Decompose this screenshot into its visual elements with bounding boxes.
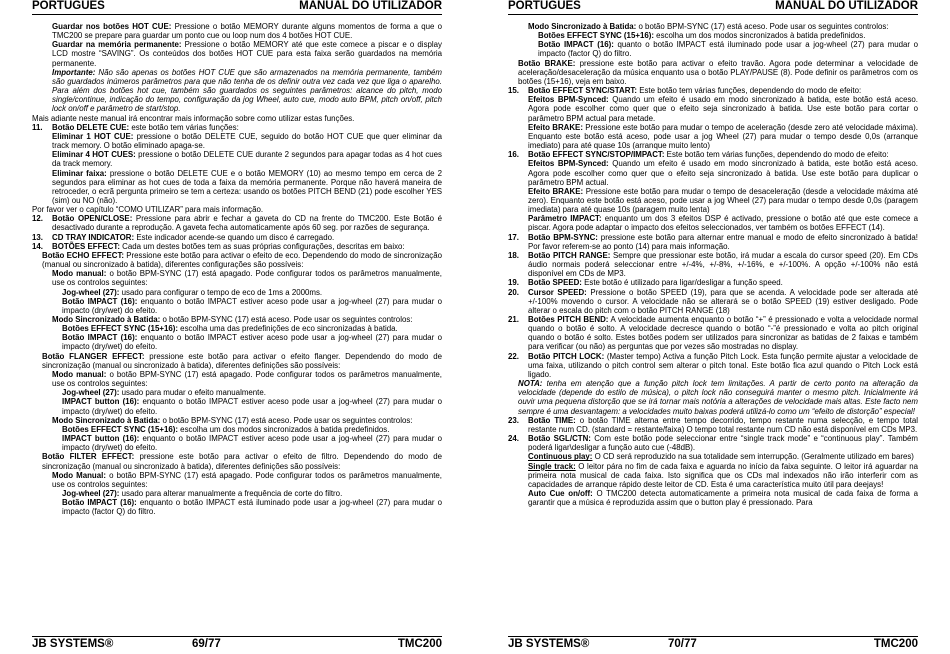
item-text: Este botão é utilizado para ligar/desligar a função speed. bbox=[581, 278, 783, 288]
item-text: pressione o botão DELETE CUE, seguido do botão HOT CUE que quer eliminar da track memory. O botão eliminado apaga-se. bbox=[52, 131, 442, 151]
item-text: Este botão tem várias funções, dependendo do modo de efeito: bbox=[664, 150, 889, 160]
item-text: o botão BPM-SYNC (17) está aceso. Pode usar os seguintes controlos: bbox=[636, 22, 889, 31]
item-heading: CD TRAY INDICATOR: bbox=[52, 232, 135, 242]
item-text: Com este botão pode seleccionar entre “single track mode” e “continuous play”. Também poderá ligar\desligar a função auto cue (-48dB). bbox=[528, 434, 918, 453]
item-heading: Botão IMPACT (16): bbox=[538, 40, 614, 50]
bullet-item bbox=[32, 269, 442, 287]
item-heading: NOTA: bbox=[518, 379, 543, 389]
item-heading: Parâmetro IMPACT: bbox=[528, 214, 602, 224]
bullet-item bbox=[32, 169, 442, 206]
item-heading: IMPACT button (16): bbox=[62, 434, 140, 444]
item-heading: Botão FLANGER EFFECT: bbox=[42, 351, 145, 361]
numbered-item bbox=[32, 214, 442, 232]
bullet-item bbox=[508, 22, 918, 31]
bullet-item bbox=[508, 95, 918, 122]
item-text: A velocidade aumenta enquanto o botão “+” é pressionado e volta a velocidade normal quando o botão é solto. A velocidade decresce quando o botão “-”é pressionado e volta ao pitch original quando o botão é solto. Estes botões podem ser utilizados para sincronizar as batidas de 2 faixas e também para verificar (ou não) as perguntas que por vezes são mostradas no display. bbox=[528, 315, 918, 352]
bullet-item bbox=[32, 315, 442, 324]
item-heading: Single track: bbox=[528, 461, 576, 471]
numbered-item bbox=[508, 86, 918, 95]
page-header bbox=[32, 0, 442, 15]
item-text: enquanto o botão IMPACT estiver aceso pode usar a jog-wheel (27) para mudar o impacto (dry/wet) do efeito. bbox=[62, 434, 442, 453]
bullet-item bbox=[508, 187, 918, 214]
numbered-item bbox=[32, 233, 442, 242]
item-heading: Botão SGL/CTN: bbox=[528, 434, 591, 444]
item-text: usado para mudar o efeito manualmente. bbox=[119, 388, 266, 398]
item-heading: IMPACT button (16): bbox=[62, 397, 140, 407]
item-text: enquanto o botão IMPACT estiver aceso pode usar a jog-wheel (27) para mudar o impacto (dry/wet) do efeito. bbox=[62, 296, 442, 315]
item-text: Pressione este botão para mudar o tempo de desaceleração (desde a velocidade máxima até zero). Enquanto este botão está aceso, pode usar a jog Wheel (27) para mudar o tempo desde 0,0s (paragem imediata) para até quase 10s (paragem muito lenta) bbox=[528, 186, 918, 215]
item-heading: Guardar nos botões HOT CUE: bbox=[52, 22, 172, 31]
item-number: 14. bbox=[32, 241, 43, 251]
header-title: MANUAL DO UTILIZADOR bbox=[775, 0, 918, 12]
item-text: enquanto o botão IMPACT estiver aceso pode usar a jog-wheel (27) para mudar o impacto (dry/wet) do efeito. bbox=[62, 397, 442, 416]
item-heading: Modo Sincronizado à Batida: bbox=[52, 315, 161, 324]
item-heading: Botão BPM-SYNC: bbox=[528, 232, 598, 242]
item-heading: Botão DELETE CUE: bbox=[52, 122, 130, 132]
item-number: 24. bbox=[508, 434, 519, 444]
numbered-item bbox=[508, 288, 918, 315]
item-text: Pressione o botão MEMORY durante alguns momentos de forma a que o TMC200 se prepare para guardar um ponto cue ou loop num dos 4 botões HOT CUE. bbox=[52, 22, 442, 41]
header-language: PORTUGUÊS bbox=[508, 0, 581, 12]
item-number: 16. bbox=[508, 150, 519, 160]
page-body-right bbox=[508, 22, 918, 632]
bullet-item bbox=[508, 489, 918, 507]
item-heading: Efeitos BPM-Synced: bbox=[528, 95, 609, 105]
item-text: enquanto um dos 3 efeitos DSP é activado, pressione o botão até que este comece a piscar. Agora pode adaptar o impacto dos efeitos seleccionados, ver também os botões EFFECT (14). bbox=[528, 214, 918, 233]
footer-brand: JB SYSTEMS® bbox=[32, 638, 114, 650]
item-text: O TMC200 detecta automaticamente a primeira nota musical de cada faixa de forma a garantir que a música é reproduzida assim que o button play é pressionado. Para bbox=[528, 488, 918, 508]
item-text: Este indicador acende-se quando um disco é carregado. bbox=[134, 232, 335, 242]
header-language: PORTUGUÊS bbox=[32, 0, 105, 12]
item-heading: Botão ECHO EFFECT: bbox=[42, 250, 125, 260]
item-heading: Efeito BRAKE: bbox=[528, 186, 584, 196]
numbered-item bbox=[508, 150, 918, 159]
sub-bullet-item bbox=[32, 498, 442, 516]
item-text: pressione este botão para activar o efeito travão. Agora pode determinar a velocidade de aceleração/desaceleração da música enquanto usa o botão PLAY/PAUSE (8). Pode definir os parâmetros com os botões (15+16), veja em baixo. bbox=[518, 58, 918, 86]
item-text: o botão TIME alterna entre tempo decorrido, tempo restante numa selecção, e tempo total restante num CD. (standard = restante/faixa) O tempo total restante num CD não está disponível em CDs MP3. bbox=[528, 415, 918, 434]
item-text: usado para alterar manualmente a frequência de corte do filtro. bbox=[119, 488, 343, 498]
sub-bullet-item bbox=[508, 31, 918, 40]
item-heading: Botão IMPACT (16): bbox=[62, 333, 138, 343]
bullet-item bbox=[32, 132, 442, 150]
item-text: escolha um dos modos sincronizados à batida predefinidos. bbox=[177, 424, 390, 434]
item-text: Pressione o botão MEMORY até que este comece a piscar e o display LCD mostre “SAVING”. Os conteúdos dos botões HOT CUE para esta faixa serão guardados na memória permanente. bbox=[52, 40, 442, 68]
item-heading: Botão EFFECT SYNC/START: bbox=[528, 86, 638, 96]
item-number: 21. bbox=[508, 315, 519, 324]
item-text: pressione o botão DELETE CUE e o botão MEMORY (10) ao mesmo tempo em cerca de 2 segundos para eliminar as hot cues de toda a faixa da memória permanente. Porque não haverá maneira de retroceder, o ecrã pergunta primeiro se tem a certeza: usando os botões PITCH BEND (21) pode escolher YES (sim) ou NO (não). bbox=[52, 168, 442, 205]
item-text: enquanto o botão IMPACT está iluminado pode usar a jog-wheel (27) para mudar o impacto (factor Q) do filtro. bbox=[62, 498, 442, 517]
item-text: Pressione o botão SPEED (19), para que se acenda. A velocidade pode ser alterada até +/-100% movendo o cursor. A velocidade não se alterará se o botão SPEED (19) estiver desligado. Pode alterar o escala do pitch com o botão PITCH RANGE (18) bbox=[528, 287, 918, 315]
item-heading: Continuous play: bbox=[528, 452, 593, 462]
item-heading: Botão FILTER EFFECT: bbox=[42, 452, 135, 462]
item-text: Por favor ver o capítulo “COMO UTILIZAR” para mais informação. bbox=[32, 205, 264, 215]
footer-model: TMC200 bbox=[397, 638, 442, 650]
paragraph bbox=[32, 114, 442, 123]
item-text: tenha em atenção que a função pitch lock tem limitações. A partir de certo ponto na alteração da velocidade (depende do estilo de música), o pitch lock não conseguirá manter o mesmo pitch. Inicialmente irá ouvir uma pequena distorção que se irá tornar mais notória a alterações de velocidade mais altas. Este facto nem sempre é uma desvantagem: a velocidades muito baixas poderá utilizá-lo como um “efeito de distorção” especial! bbox=[518, 379, 918, 416]
item-text: o botão BPM-SYNC (17) está aceso. Pode usar os seguintes controlos: bbox=[160, 315, 413, 324]
item-text: Pressione para abrir e fechar a gaveta do CD na frente do TMC200. Este Botão é desactivado durante a reprodução. A gaveta fecha automaticamente após 60 seg. por razões de segurança. bbox=[52, 214, 442, 233]
item-heading: Guardar na memória permanente: bbox=[52, 40, 182, 50]
numbered-item bbox=[508, 352, 918, 379]
numbered-item bbox=[508, 416, 918, 434]
item-heading: Modo Sincronizado à Batida: bbox=[52, 415, 161, 425]
page-header bbox=[508, 0, 918, 15]
header-title: MANUAL DO UTILIZADOR bbox=[299, 0, 442, 12]
item-heading: BOTÕES EFFECT: bbox=[52, 241, 120, 251]
item-heading: Cursor SPEED: bbox=[528, 287, 587, 297]
item-number: 18. bbox=[508, 250, 519, 260]
numbered-item bbox=[32, 242, 442, 251]
bullet-item bbox=[508, 123, 918, 150]
page-footer bbox=[32, 636, 442, 650]
item-text: o botão BPM-SYNC (17) está apagado. Pode configurar todos os parâmetros manualmente, use os controlos seguintes: bbox=[52, 269, 442, 288]
bullet-item bbox=[32, 22, 442, 40]
item-text: Quando um efeito é usado em modo sincronizado à batida, este botão está aceso. Agora pode escolher como quer que o efeito seja sincronizado à batida. Use este botão para duplicar o parâmetro BPM actual. bbox=[528, 159, 918, 187]
item-text: Pressione este botão para activar o efeito de eco. Dependendo do modo de sincronização (manual ou sincronizado à batida), diferentes configurações são possíveis: bbox=[42, 250, 442, 270]
sub-bullet-item bbox=[32, 333, 442, 351]
item-text: (Master tempo) Activa a função Pitch Lock. Esta função permite ajustar a velocidade de uma faixa, utilizando o pitch control sem alterar o pitch tonal. Este botão fica azul quando o Pitch Lock está ligado. bbox=[528, 351, 918, 379]
item-text: pressione este botão para activar o efeito de filtro. Dependendo do modo de sincronização (manual ou sincronizado à batida), diferentes definições são possíveis: bbox=[42, 452, 442, 471]
sub-bullet-item bbox=[32, 397, 442, 415]
item-heading: Jog-wheel (27): bbox=[62, 488, 120, 498]
sub-bullet-item bbox=[32, 297, 442, 315]
item-text: O leitor pára no fim de cada faixa e aguarda no início da faixa seguinte. O leitor irá aguardar na primeira nota musical de cada faixa. Isto significa que os CDs mal indexados não irão interferir com as capacidades de arranque rápido deste leitor de CD. Esta é uma característica muito útil para deejays! bbox=[528, 461, 918, 489]
bullet-item bbox=[508, 214, 918, 232]
sub-bullet-item bbox=[508, 40, 918, 58]
sub-bullet-item bbox=[32, 425, 442, 434]
item-heading: Efeitos BPM-Synced: bbox=[528, 159, 609, 169]
item-text: Este botão tem várias funções, dependendo do modo de efeito: bbox=[637, 86, 862, 96]
item-heading: Eliminar 1 HOT CUE: bbox=[52, 131, 134, 141]
numbered-item bbox=[508, 251, 918, 278]
page-body-left bbox=[32, 22, 442, 632]
item-heading: Botão PITCH LOCK: bbox=[528, 351, 605, 361]
item-number: 19. bbox=[508, 278, 519, 288]
item-heading: Botão IMPACT (16): bbox=[62, 498, 137, 508]
bullet-item bbox=[508, 452, 918, 461]
item-heading: Jog-wheel (27): bbox=[62, 287, 120, 297]
item-text: Pressione este botão para mudar o tempo de aceleração (desde zero até velocidade máxima). Enquanto este botão está aceso, pode usar a jog Wheel (27) para mudar o tempo desde 0,0s (arranque imediato) para até quase 10s (arranque muito lento) bbox=[528, 122, 918, 151]
sub-bullet-item bbox=[32, 434, 442, 452]
item-heading: Eliminar faixa: bbox=[52, 168, 107, 178]
item-number: 23. bbox=[508, 415, 519, 425]
bullet-item bbox=[32, 150, 442, 168]
item-text: O CD será reproduzido na sua totalidade sem interrupção. (Geralmente utilizado em bares) bbox=[592, 452, 914, 462]
item-heading: Botão IMPACT (16): bbox=[62, 296, 138, 306]
item-text: Quando um efeito é usado em modo sincronizado à batida, este botão está aceso. Agora pode escolher como quer que o efeito seja sincronizado à batida. Use este botão para cortar o parâmetro BPM actual para metade. bbox=[528, 95, 918, 123]
bullet-item bbox=[32, 471, 442, 489]
page-footer bbox=[508, 636, 918, 650]
item-text: usado para configurar o tempo de eco de 1ms a 2000ms. bbox=[119, 287, 323, 297]
item-heading: Botões PITCH BEND: bbox=[528, 315, 609, 324]
item-heading: Modo Manual: bbox=[52, 470, 106, 480]
item-number: 13. bbox=[32, 232, 43, 242]
item-heading: Modo manual: bbox=[52, 269, 107, 279]
item-text: enquanto o botão IMPACT estiver aceso pode usar a jog-wheel (27) para mudar o impacto (dry/wet) do efeito. bbox=[62, 333, 442, 352]
note-paragraph bbox=[508, 379, 918, 416]
item-text: o botão BPM-SYNC (17) está apagado. Pode configurar todos os parâmetros manualmente, use os controlos seguintes: bbox=[52, 470, 442, 489]
sub-bullet-item bbox=[32, 324, 442, 333]
sub-heading-paragraph bbox=[508, 59, 918, 86]
item-text: pressione o botão DELETE CUE durante 2 segundos para apagar todas as 4 hot cues da track memory. bbox=[52, 150, 442, 169]
paragraph bbox=[32, 205, 442, 214]
footer-page-number: 69/77 bbox=[192, 638, 221, 650]
sub-bullet-item bbox=[32, 489, 442, 498]
item-heading: Botão OPEN/CLOSE: bbox=[52, 214, 133, 224]
item-text: o botão BPM-SYNC (17) está aceso. Pode usar os seguintes controlos: bbox=[160, 415, 413, 425]
numbered-item bbox=[508, 315, 918, 352]
item-number: 12. bbox=[32, 214, 43, 224]
item-heading: Modo manual: bbox=[52, 369, 107, 379]
item-heading: Botões EFFECT SYNC (15+16): bbox=[538, 31, 654, 41]
item-heading: Botão BRAKE: bbox=[518, 58, 576, 68]
footer-page-number: 70/77 bbox=[668, 638, 697, 650]
item-heading: Auto Cue on/off: bbox=[528, 488, 593, 498]
item-text: pressione este botão para activar o efeito flanger. Dependendo do modo de sincronização (manual ou sincronizado à batida), diferentes definições são possíveis: bbox=[42, 351, 442, 370]
bullet-item bbox=[508, 159, 918, 186]
item-heading: Botões EFFECT SYNC (15+16): bbox=[62, 324, 178, 334]
item-text: quanto o botão IMPACT está iluminado pode usar a jog-wheel (27) para mudar o impacto (factor Q) do filtro. bbox=[538, 40, 918, 59]
item-text: este botão tem várias funções: bbox=[129, 122, 239, 132]
item-heading: Efeito BRAKE: bbox=[528, 122, 583, 132]
item-text: escolha um dos modos sincronizados à batida predefinidos. bbox=[653, 31, 866, 41]
sub-heading-paragraph bbox=[32, 352, 442, 370]
numbered-item bbox=[508, 434, 918, 452]
sub-bullet-item bbox=[32, 288, 442, 297]
item-heading: Eliminar 4 HOT CUES: bbox=[52, 150, 136, 160]
footer-brand: JB SYSTEMS® bbox=[508, 638, 590, 650]
item-text: pressione este botão para alternar entre manual e modo de efeito sincronizado à batida! Por favor referem-se ao ponto (14) para mais informação. bbox=[528, 232, 918, 251]
bullet-item bbox=[508, 462, 918, 489]
note-paragraph bbox=[32, 68, 442, 114]
page-left bbox=[32, 0, 442, 654]
sub-heading-paragraph bbox=[32, 251, 442, 269]
sub-bullet-item bbox=[32, 388, 442, 397]
footer-model: TMC200 bbox=[873, 638, 918, 650]
item-text: Sempre que pressionar este botão, irá mudar a escala do cursor speed (20). Em CDs áudio normais poderá seleccionar entre +/-4%, +/-8%, +/-16%, e +/-100%. A opção +/-100% não está disponível em CDs de MP3. bbox=[528, 250, 918, 279]
numbered-item bbox=[508, 278, 918, 287]
item-number: 11. bbox=[32, 122, 43, 132]
item-text: o botão BPM-SYNC (17) está apagado. Pode configurar todos os parâmetros manualmente, use os controlos seguintes: bbox=[52, 369, 442, 389]
sub-heading-paragraph bbox=[32, 452, 442, 470]
item-heading: Botão TIME: bbox=[528, 415, 576, 425]
numbered-item bbox=[508, 233, 918, 251]
item-text: Cada um destes botões tem as suas próprias configurações, descritas em baixo: bbox=[119, 241, 405, 251]
item-number: 20. bbox=[508, 287, 519, 297]
item-text: Não são apenas os botões HOT CUE que são armazenados na memória permanente, também são guardados inúmeros parâmetros para que não tenha de os definir outra vez cada vez que liga o aparelho. Para além dos botões hot cue, também são guardados os seguintes parâmetros: alcance do pitch, modo single/continue, indicação do tempo, configuração da jog Wheel, auto cue, modo auto BPM, pitch on/off, pitch lock on/off e parâmetro de start/stop. bbox=[52, 67, 442, 114]
item-heading: Botão SPEED: bbox=[528, 278, 582, 288]
numbered-item bbox=[32, 123, 442, 132]
item-heading: Importante: bbox=[52, 67, 96, 77]
bullet-item bbox=[32, 370, 442, 388]
item-heading: Botão PITCH RANGE: bbox=[528, 250, 611, 260]
item-number: 17. bbox=[508, 232, 519, 242]
item-text: escolha uma das predefinições de eco sincronizadas à batida. bbox=[177, 324, 398, 334]
item-number: 15. bbox=[508, 86, 519, 96]
item-heading: Modo Sincronizado à Batida: bbox=[528, 22, 637, 31]
bullet-item bbox=[32, 40, 442, 67]
item-number: 22. bbox=[508, 351, 519, 361]
item-heading: Jog-wheel (27): bbox=[62, 388, 120, 398]
bullet-item bbox=[32, 416, 442, 425]
item-heading: Botões EFFECT SYNC (15+16): bbox=[62, 424, 178, 434]
item-heading: Botão EFFECT SYNC/STOP/IMPACT: bbox=[528, 150, 665, 160]
page-right bbox=[508, 0, 918, 654]
item-text: Mais adiante neste manual irá encontrar mais informação sobre como utilizar estas funções. bbox=[32, 113, 355, 123]
